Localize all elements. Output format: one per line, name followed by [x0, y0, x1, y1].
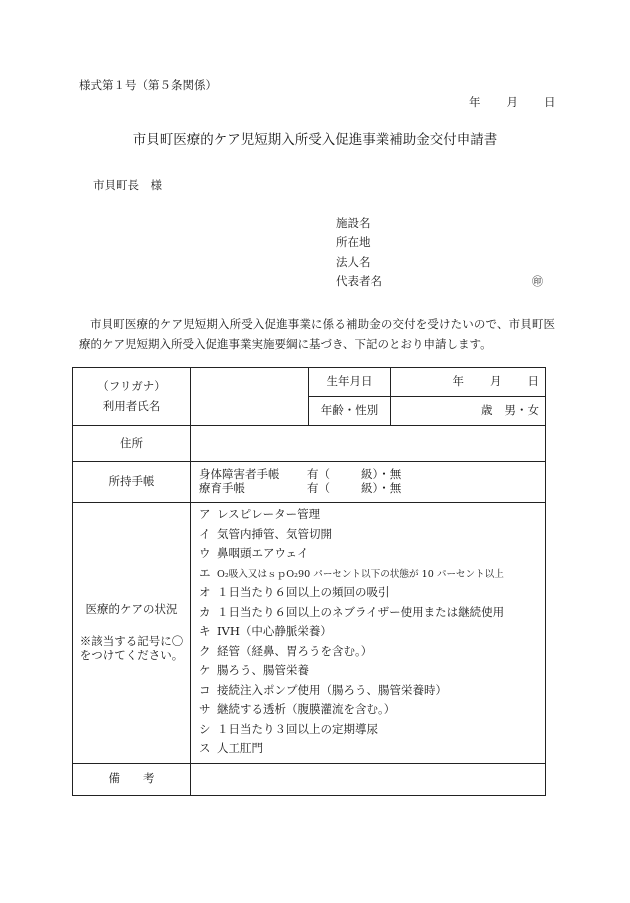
age-sex-field[interactable]	[391, 397, 546, 426]
facility-name-label: 施設名	[336, 216, 371, 230]
address-label: 所在地	[336, 235, 371, 249]
care-item[interactable]	[199, 681, 545, 701]
care-item-text: 腸ろう、腸管栄養	[217, 663, 309, 677]
user-address-label: 住所	[73, 426, 191, 462]
user-name-field[interactable]	[191, 368, 309, 426]
user-address-field[interactable]	[191, 426, 546, 462]
care-item[interactable]	[199, 505, 545, 525]
handbook-physical-has: 有（	[307, 467, 330, 482]
care-item-text: IVH（中心静脈栄養）	[217, 624, 332, 638]
application-table	[72, 367, 546, 796]
application-date	[469, 97, 556, 109]
care-item-text: 人工肛門	[217, 741, 263, 755]
care-status-label-cell	[73, 503, 191, 764]
care-item-text: 接続注入ポンプ使用（腸ろう、腸管栄養時）	[217, 682, 447, 697]
care-status-field	[191, 503, 546, 764]
birthdate-row	[73, 368, 546, 397]
handbook-label: 所持手帳	[73, 462, 191, 503]
corporation-name-label: 法人名	[336, 255, 371, 269]
care-item[interactable]	[199, 661, 545, 681]
care-item[interactable]	[199, 603, 545, 623]
care-item[interactable]	[199, 720, 545, 740]
care-item[interactable]	[199, 739, 545, 759]
sex-options[interactable]: 男・女	[504, 403, 539, 418]
user-name-label: 利用者氏名	[102, 398, 161, 413]
representative-name-label: 代表者名	[336, 274, 382, 288]
date-year-label: 年	[469, 95, 481, 109]
care-item-kana[interactable]: シ	[199, 721, 211, 736]
care-item-text: １日当たり６回以上の頻回の吸引	[217, 585, 390, 599]
care-item[interactable]	[199, 700, 545, 720]
handbook-rehab-grade: 級）・無	[361, 481, 402, 495]
handbook-rehab-name: 療育手帳	[199, 481, 245, 495]
care-item[interactable]	[199, 564, 545, 584]
seal-mark: ㊞	[532, 275, 543, 288]
care-item-text: 鼻咽頭エアウェイ	[217, 546, 309, 560]
care-item-kana[interactable]: カ	[199, 604, 211, 619]
furigana-label: （フリガナ）	[97, 378, 166, 393]
birthdate-year-label: 年	[452, 374, 464, 389]
care-item-kana[interactable]: イ	[199, 526, 211, 541]
addressee: 市貝町長 様	[93, 178, 162, 192]
handbook-field	[191, 462, 546, 503]
care-item-text: O₂吸入又はｓｐO₂90 パーセント以下の状態が 10 パーセント以上	[217, 568, 504, 580]
care-item-text: １日当たり６回以上のネブライザー使用または継続使用	[217, 604, 505, 619]
date-day-label: 日	[544, 95, 556, 109]
care-item[interactable]	[199, 544, 545, 564]
care-item-list	[191, 503, 545, 763]
body-text: 市貝町医療的ケア児短期入所受入促進事業に係る補助金の交付を受けたいので、市貝町医療的ケア児短期入所受入促進事業実施要綱に基づき、下記のとおり申請します。	[79, 317, 555, 351]
care-item[interactable]	[199, 642, 545, 662]
care-item-kana[interactable]: ウ	[199, 546, 211, 560]
birthdate-field[interactable]	[391, 368, 546, 397]
handbook-rehab-has: 有（	[307, 481, 330, 495]
care-item[interactable]	[199, 525, 545, 545]
care-note-line2: をつけてください。	[79, 648, 184, 663]
care-item-text: 継続する透析（腹膜灌流を含む。）	[217, 702, 396, 716]
birthdate-label: 生年月日	[309, 368, 391, 397]
remarks-row	[73, 763, 546, 795]
care-item-kana[interactable]: ス	[199, 741, 211, 755]
care-item-kana[interactable]: コ	[199, 682, 211, 697]
user-name-label-cell	[73, 368, 191, 426]
remarks-label: 備 考	[73, 763, 191, 795]
age-sex-label: 年齢・性別	[309, 397, 391, 426]
care-item-text: 経管（経鼻、胃ろうを含む。）	[217, 643, 373, 658]
care-item-kana[interactable]: キ	[199, 624, 211, 638]
form-number: 様式第１号（第５条関係）	[79, 78, 217, 92]
care-item-kana[interactable]: サ	[199, 702, 211, 716]
care-status-row	[73, 503, 546, 764]
address-row	[73, 426, 546, 462]
remarks-field[interactable]	[191, 763, 546, 795]
age-unit-label: 歳	[481, 403, 493, 418]
care-item[interactable]	[199, 583, 545, 603]
handbook-physical-row[interactable]	[199, 468, 545, 482]
care-status-label: 医療的ケアの状況	[85, 601, 178, 616]
handbook-row	[73, 462, 546, 503]
document-title: 市貝町医療的ケア児短期入所受入促進事業補助金交付申請書	[132, 132, 498, 148]
care-note-line1: ※該当する記号に〇	[79, 634, 184, 649]
birthdate-day-label: 日	[527, 374, 539, 389]
care-item-text: レスピレーター管理	[217, 507, 321, 521]
handbook-physical-grade: 級）・無	[361, 467, 402, 482]
care-item-kana[interactable]: ケ	[199, 663, 211, 677]
care-item-kana[interactable]: ク	[199, 643, 211, 658]
care-item-kana[interactable]: オ	[199, 585, 211, 599]
care-item-text: １日当たり３回以上の定期導尿	[217, 721, 378, 736]
care-item-kana[interactable]: ア	[199, 507, 211, 521]
handbook-physical-name: 身体障害者手帳	[199, 467, 280, 482]
birthdate-month-label: 月	[490, 374, 502, 389]
care-item[interactable]	[199, 622, 545, 642]
handbook-rehab-row[interactable]	[199, 482, 545, 496]
care-item-kana[interactable]: エ	[199, 565, 211, 580]
date-month-label: 月	[506, 95, 518, 109]
care-item-text: 気管内挿管、気管切開	[217, 526, 332, 541]
